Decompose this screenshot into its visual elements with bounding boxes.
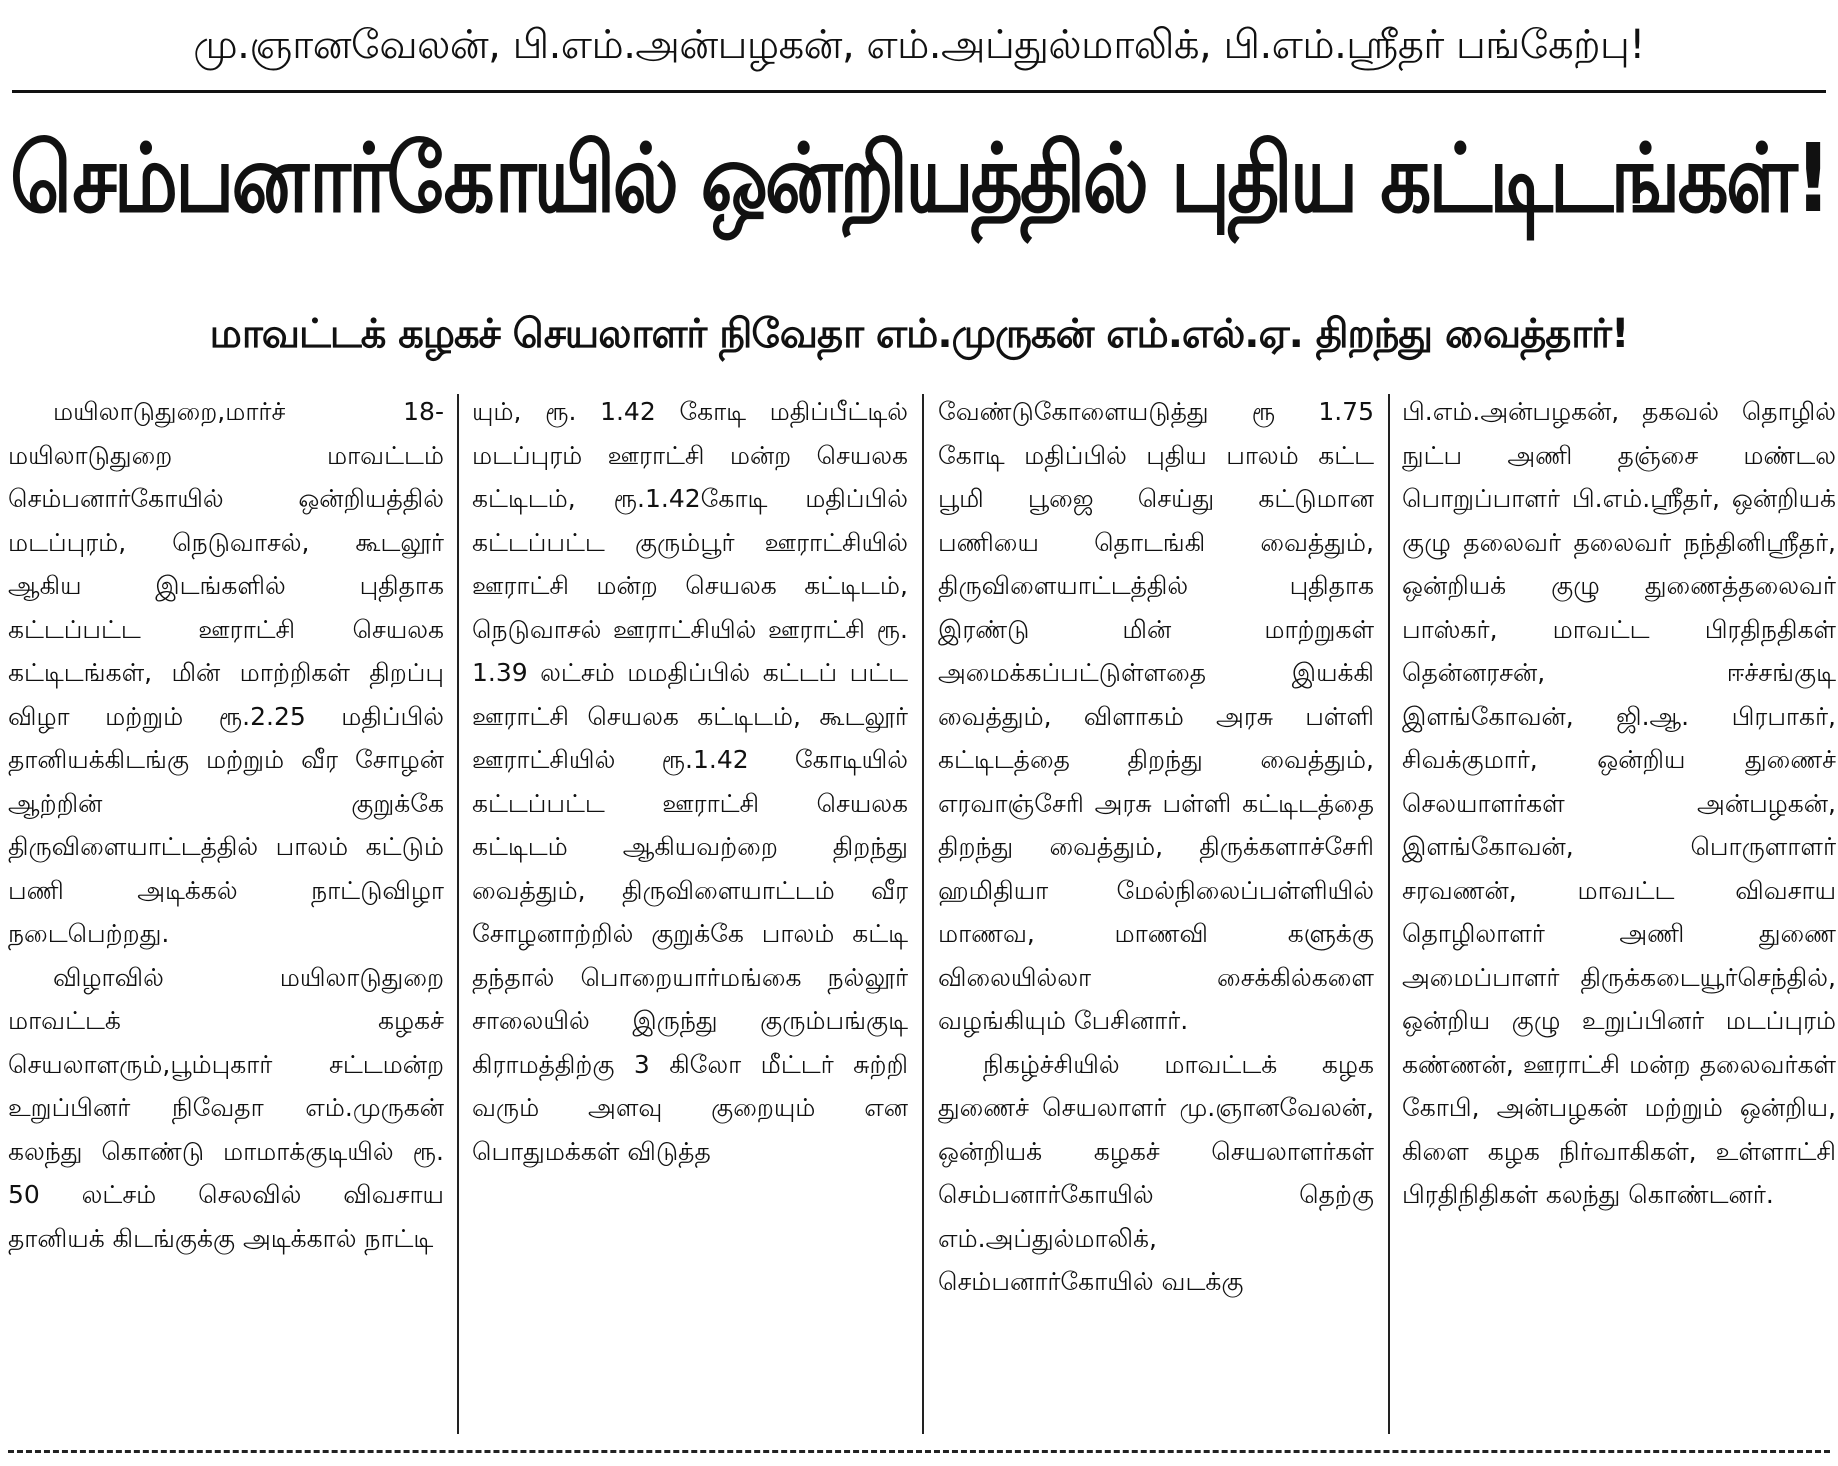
- kicker-line: மு.ஞானவேலன், பி.எம்.அன்பழகன், எம்.அப்துல்மாலிக், பி.எம்.ஸ்ரீதர் பங்கேற்பு!: [193, 22, 1645, 68]
- column-divider: [922, 394, 924, 1434]
- bottom-dashed-divider: [8, 1450, 1830, 1453]
- article-column-2: [472, 390, 908, 1440]
- article-column-3: [938, 390, 1374, 1440]
- article-body: [0, 390, 1838, 1440]
- column-divider: [457, 394, 459, 1434]
- article-column-1: [8, 390, 444, 1440]
- headline: செம்பனார்கோயில் ஒன்றியத்தில் புதிய கட்டிடங்கள்!: [10, 123, 1829, 234]
- paragraph: பி.எம்.அன்பழகன், தகவல் தொழில் நுட்ப அணி தஞ்சை மண்டல பொறுப்பாளர் பி.எம்.ஸ்ரீதர், ஒன்றியக் குழு தலைவர் தலைவர் நந்தினிஸ்ரீதர், ஒன்றியக் குழு துணைத்தலைவர் பாஸ்கர், மாவட்ட பிரதிநதிகள் தென்னரசன், ஈச்சங்குடி இளங்கோவன், ஜி.ஆ. பிரபாகர், சிவக்குமார், ஒன்றிய துணைச் செலயாளர்கள் அன்பழகன், இளங்கோவன், பொருளாளர் சரவணன், மாவட்ட விவசாய தொழிலாளர் அணி துணை அமைப்பாளர் திருக்கடையூர்செந்தில், ஒன்றிய குழு உறுப்பினர் மடப்புரம் கண்ணன், ஊராட்சி மன்ற தலைவர்கள் கோபி, அன்பழகன் மற்றும் ஒன்றிய, கிளை கழக நிர்வாகிகள், உள்ளாட்சி பிரதிநிதிகள் கலந்து கொண்டனர்.: [1402, 397, 1836, 1209]
- paragraph: வேண்டுகோளையடுத்து ரூ 1.75 கோடி மதிப்பில் புதிய பாலம் கட்ட பூமி பூஜை செய்து கட்டுமான பணியை தொடங்கி வைத்தும், திருவிளையாட்டத்தில் புதிதாக இரண்டு மின் மாற்றுகள் அமைக்கப்பட்டுள்ளதை இயக்கி வைத்தும், விளாகம் அரசு பள்ளி கட்டிடத்தை திறந்து வைத்தும், எரவாஞ்சேரி அரசு பள்ளி கட்டிடத்தை திறந்து வைத்தும், திருக்களாச்சேரி ஹமிதியா மேல்நிலைப்பள்ளியில் மாணவ, மாணவி களுக்கு விலையில்லா சைக்கில்களை வழங்கியும் பேசினார்.: [938, 397, 1374, 1035]
- paragraph: விழாவில் மயிலாடுதுறை மாவட்டக் கழகச் செயலாளரும்,பூம்புகார் சட்டமன்ற உறுப்பினர் நிவேதா எம்.முருகன் கலந்து கொண்டு மாமாக்குடியில் ரூ. 50 லட்சம் செலவில் விவசாய தானியக் கிடங்குக்கு அடிக்கால் நாட்டி: [8, 962, 444, 1253]
- paragraph: நிகழ்ச்சியில் மாவட்டக் கழக துணைச் செயலாளர் மு.ஞானவேலன், ஒன்றியக் கழகச் செயலாளர்கள் செம்பனார்கோயில் தெற்கு எம்.அப்துல்மாலிக், செம்பனார்கோயில் வடக்கு: [938, 1049, 1374, 1296]
- article-column-4: [1402, 390, 1836, 1440]
- subheadline: மாவட்டக் கழகச் செயலாளர் நிவேதா எம்.முருகன் எம்.எல்.ஏ. திறந்து வைத்தார்!: [209, 311, 1629, 357]
- paragraph: மயிலாடுதுறை,மார்ச் 18- மயிலாடுதுறை மாவட்டம் செம்பனார்கோயில் ஒன்றியத்தில் மடப்புரம், நெடுவாசல், கூடலூர் ஆகிய இடங்களில் புதிதாக கட்டப்பட்ட ஊராட்சி செயலக கட்டிடங்கள், மின் மாற்றிகள் திறப்பு விழா மற்றும் ரூ.2.25 மதிப்பில் தானியக்கிடங்கு மற்றும் வீர சோழன் ஆற்றின் குறுக்கே திருவிளையாட்டத்தில் பாலம் கட்டும் பணி அடிக்கல் நாட்டுவிழா நடைபெற்றது.: [8, 397, 444, 948]
- column-divider: [1388, 394, 1390, 1434]
- paragraph: யும், ரூ. 1.42 கோடி மதிப்பீட்டில் மடப்புரம் ஊராட்சி மன்ற செயலக கட்டிடம், ரூ.1.42கோடி மதிப்பில் கட்டப்பட்ட குரும்பூர் ஊராட்சியில் ஊராட்சி மன்ற செயலக கட்டிடம், நெடுவாசல் ஊராட்சியில் ஊராட்சி ரூ. 1.39 லட்சம் மமதிப்பில் கட்டப் பட்ட ஊராட்சி செயலக கட்டிடம், கூடலூர் ஊராட்சியில் ரூ.1.42 கோடியில் கட்டப்பட்ட ஊராட்சி செயலக கட்டிடம் ஆகியவற்றை திறந்து வைத்தும், திருவிளையாட்டம் வீர சோழனாற்றில் குறுக்கே பாலம் கட்டி தந்தால் பொறையார்மங்கை நல்லூர் சாலையில் இருந்து குரும்பங்குடி கிராமத்திற்கு 3 கிலோ மீட்டர் சுற்றி வரும் அளவு குறையும் என பொதுமக்கள் விடுத்த: [472, 397, 908, 1166]
